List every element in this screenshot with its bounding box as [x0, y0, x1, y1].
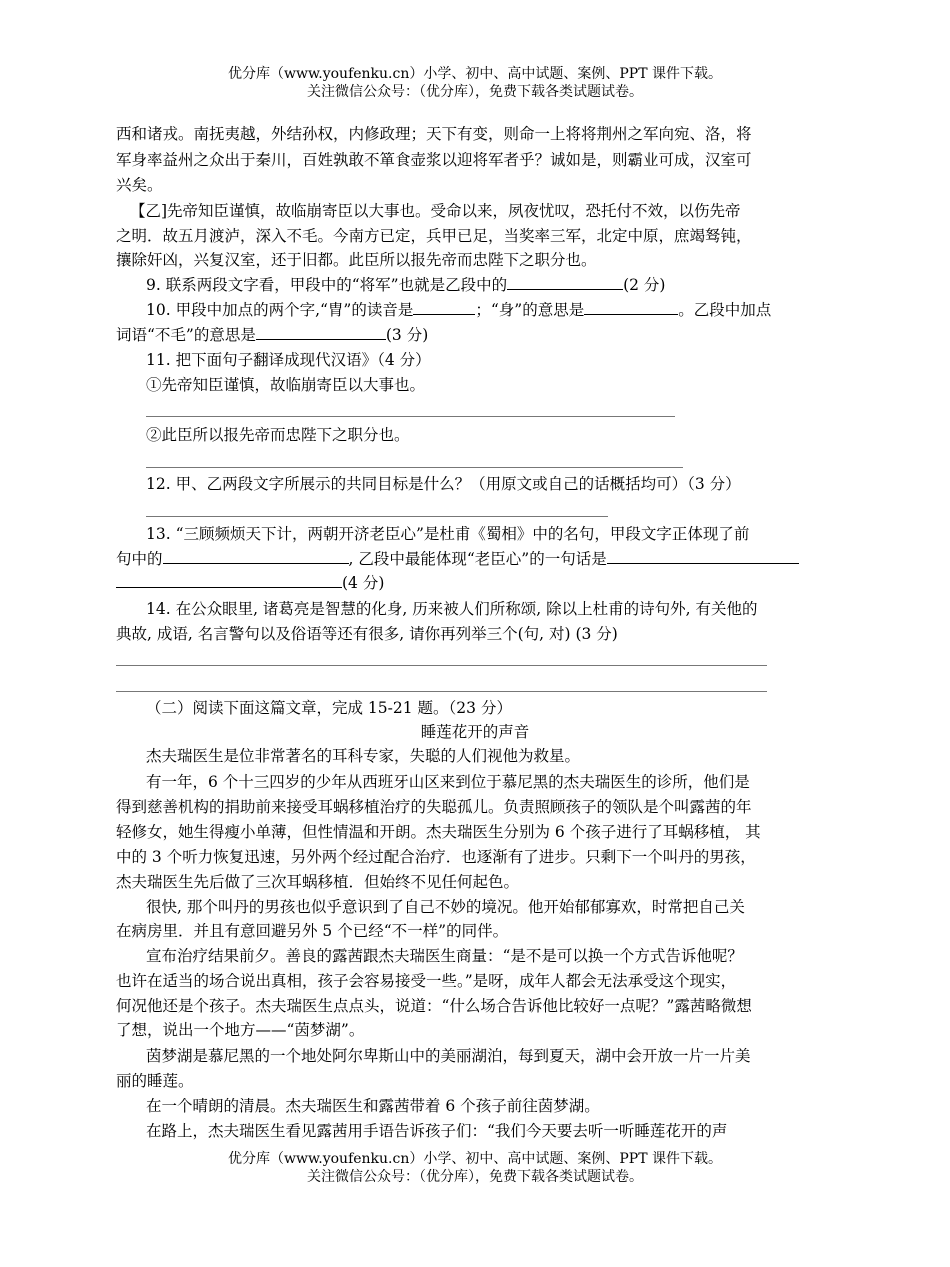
question-11-answer-line-1[interactable]: [146, 416, 675, 417]
article-line: 在一个晴朗的清晨。杰夫瑞医生和露茜带着 6 个孩子前往茵梦湖。: [146, 1097, 600, 1115]
passage-b-line-3: 攘除奸凶，兴复汉室，还于旧都。此臣所以报先帝而忠陛下之职分也。: [116, 251, 597, 269]
article-line: 杰夫瑞医生是位非常著名的耳科专家，失聪的人们视他为救星。: [146, 747, 581, 765]
question-14-answer-line-1[interactable]: [116, 665, 767, 666]
article-line: 轻修女，她生得瘦小单薄，但性情温和开朗。杰夫瑞医生分别为 6 个孩子进行了耳蜗移植， 其: [116, 823, 761, 841]
question-10-line-1: [146, 300, 771, 320]
question-13-blank-2[interactable]: [607, 549, 799, 564]
page-footer-line-1: 优分库（www.youfenku.cn）小学、初中、高中试题、案例、PPT 课件下载。: [227, 1151, 722, 1167]
article-title: 睡莲花开的声音: [420, 723, 530, 741]
article-line: 宣布治疗结果前夕。善良的露茜跟杰夫瑞医生商量：“是不是可以换一个方式告诉他呢？: [146, 947, 743, 965]
article-line: 在病房里．并且有意回避另外 5 个已经“不一样”的同伴。: [116, 922, 509, 940]
question-9: [146, 275, 665, 295]
article-line: 杰夫瑞医生先后做了三次耳蜗移植．但始终不见任何起色。: [116, 873, 520, 891]
page-header-line-1: 优分库（www.youfenku.cn）小学、初中、高中试题、案例、PPT 课件下载。: [227, 66, 722, 82]
article-line: 丽的睡莲。: [116, 1072, 194, 1090]
article-line: 中的 3 个听力恢复迅速，另外两个经过配合治疗．也逐渐有了进步。只剩下一个叫丹的男孩，: [116, 848, 756, 866]
question-13-line-1: 13. “三顾频烦天下计，两朝开济老臣心”是杜甫《蜀相》中的名句，甲段文字正体现了前: [146, 525, 750, 543]
question-11-sentence-2: ②此臣所以报先帝而忠陛下之职分也。: [146, 426, 410, 444]
section-2-instruction: （二）阅读下面这篇文章，完成 15-21 题。（23 分）: [146, 699, 512, 717]
question-9-answer-blank[interactable]: [507, 275, 623, 290]
question-13-line-2b: , 乙段中最能体现“老臣心”的一句话是: [348, 550, 607, 568]
question-10-line-2: [116, 325, 428, 345]
passage-a-line-2: 军身率益州之众出于秦川，百姓孰敢不箪食壶浆以迎将军者乎？诚如是，则霸业可成，汉室可: [116, 151, 752, 169]
article-line: 很快, 那个叫丹的男孩也似乎意识到了自己不妙的境况。他开始郁郁寡欢，时常把自己关: [146, 898, 745, 916]
page-footer-line-2: 关注微信公众号：（优分库），免费下载各类试题试卷。: [307, 1169, 643, 1185]
passage-b-line-1: 【乙]先帝知臣谨慎，故临崩寄臣以大事也。受命以来，夙夜忧叹，恐托付不效，以伤先帝: [130, 202, 741, 220]
article-line: 有一年，6 个十三四岁的少年从西班牙山区来到位于慕尼黑的杰夫瑞医生的诊所，他们是: [146, 773, 750, 791]
question-11: 11. 把下面句子翻译成现代汉语》（4 分）: [146, 351, 431, 369]
question-13-blank-1[interactable]: [163, 549, 349, 564]
passage-a-line-1: 西和诸戎。南抚夷越，外结孙权，内修政理；天下有变，则命一上将将荆州之军向宛、洛，将: [116, 125, 752, 143]
article-line: 茵梦湖是慕尼黑的一个地处阿尔卑斯山中的美丽湖泊，每到夏天，湖中会开放一片一片美: [146, 1047, 751, 1065]
question-10-part-1: 10. 甲段中加点的两个字,“胄”的读音是: [146, 301, 414, 319]
question-9-text: 9. 联系两段文字看，甲段中的“将军”也就是乙段中的: [146, 276, 508, 294]
question-10-part-3: 。乙段中加点: [678, 301, 772, 319]
article-line: 得到慈善机构的捐助前来接受耳蜗移植治疗的失聪孤儿。负责照顾孩子的领队是个叫露茜的年: [116, 798, 752, 816]
article-line: 何况他还是个孩子。杰夫瑞医生点点头，说道：“什么场合告诉他比较好一点呢？”露茜略微想: [116, 997, 752, 1015]
question-10-blank-1[interactable]: [413, 300, 475, 315]
question-11-answer-line-2[interactable]: [146, 467, 683, 468]
question-14-line-1: 14. 在公众眼里, 诸葛亮是智慧的化身, 历来被人们所称颂, 除以上杜甫的诗句外, 有关他的: [146, 600, 758, 618]
question-10-part-2: ；“身”的意思是: [475, 301, 585, 319]
passage-a-line-3: 兴矣。: [116, 176, 163, 194]
question-13-line-3: [116, 573, 384, 593]
passage-b-line-2: 之明．故五月渡泸，深入不毛。今南方已定，兵甲已足，当奖率三军，北定中原，庶竭驽钝，: [116, 227, 752, 245]
question-10-score: (3 分): [385, 326, 429, 344]
question-12-answer-line[interactable]: [146, 516, 608, 517]
question-14-line-2: 典故, 成语, 名言警句以及俗语等还有很多, 请你再列举三个(句, 对) (3 分): [116, 625, 618, 643]
question-13-score: (4 分): [342, 574, 385, 592]
question-9-score: (2 分): [623, 276, 666, 294]
question-10-line-2-text: 词语“不毛”的意思是: [116, 326, 256, 344]
question-13-line-2a: 句中的: [116, 550, 163, 568]
article-line: 在路上，杰夫瑞医生看见露茜用手语告诉孩子们：“我们今天要去听一听睡莲花开的声: [146, 1122, 728, 1140]
question-13-blank-3[interactable]: [116, 573, 342, 588]
question-13-line-2: [116, 549, 799, 569]
question-10-blank-2[interactable]: [584, 300, 678, 315]
question-11-sentence-1: ①先帝知臣谨慎，故临崩寄臣以大事也。: [146, 376, 426, 394]
question-14-answer-line-2[interactable]: [116, 691, 767, 692]
page-header-line-2: 关注微信公众号：（优分库），免费下载各类试题试卷。: [307, 84, 643, 100]
article-line: 也许在适当的场合说出真相，孩子会容易接受一些。”是呀，成年人都会无法承受这个现实，: [116, 972, 737, 990]
question-12: 12. 甲、乙两段文字所展示的共同目标是什么？（用原文或自己的话概括均可）（3 分）: [146, 475, 741, 493]
question-10-blank-3[interactable]: [256, 325, 386, 340]
article-line: 了想，说出一个地方——“茵梦湖”。: [116, 1021, 365, 1039]
